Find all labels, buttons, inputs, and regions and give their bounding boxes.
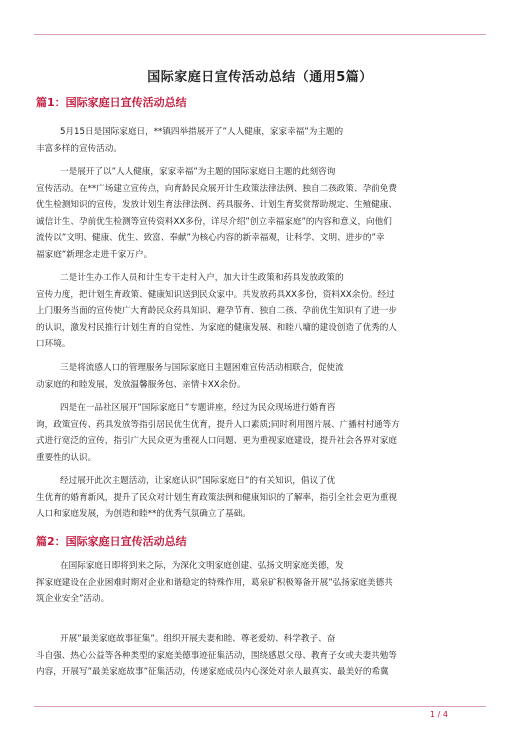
paragraph [36, 473, 486, 523]
text-line: 开展”最美家庭故事征集”。组织开展夫妻和睦、尊老爱幼、科学教子、奋 [60, 634, 336, 644]
text-line: 优生检测知识的宣传，发放计划生育法律法例、药具服务、计划生育奖赏帮助规定、生殖健康、 [36, 200, 397, 211]
text-line: 宣传力度，把计划生育政策、健康知识送到民众家中。共发放药具XX多份，资料XX余份。经过 [36, 289, 395, 300]
text-line: 二是计生办工作人员和计生专干走村入户，加大计生政策和药具发放政策的 [60, 273, 344, 283]
text-line: 流传以”文明、健康、优生、致富、奉献”为核心内容的新幸福观，让科学、文明、进步的”幸 [36, 233, 385, 244]
section-heading-1: 篇1：国际家庭日宣传活动总结 [36, 96, 187, 109]
text-line: 内容，开展写”最美家庭故事”征集活动，传递家庭成员内心深处对亲人最真实、最美好的希冀 [36, 667, 389, 678]
text-line: 人口和家庭发展，为创造和睦**的优秀气氛确立了基础。 [36, 509, 251, 520]
text-line: 斗自强、热心公益等各种类型的家庭美德事迹征集活动，围绕感恩父母、教育子女或夫妻共勉等 [36, 650, 397, 661]
section-heading-2: 篇2：国际家庭日宣传活动总结 [36, 535, 187, 548]
paragraph [36, 124, 486, 157]
text-line: 在国际家庭日即将到来之际，为深化文明家庭创建、弘扬文明家庭美德，发 [60, 561, 344, 571]
footer-rule [34, 706, 486, 707]
text-line: 询，政策宣传、药具发放等指引居民优生优育，提升人口素质;同时利用图片展、广播村村通等方 [36, 419, 400, 430]
text-line: 的认识，激发村民推行计划生育的自觉性、为家庭的健康发展、和睦八墉的建设创造了优秀的人 [36, 322, 397, 333]
page-indicator: 1 / 4 [430, 710, 448, 719]
paragraph [36, 400, 486, 466]
paragraph [36, 270, 486, 353]
document-title: 国际家庭日宣传活动总结（通用5篇） [147, 70, 373, 85]
text-line: 动家庭的和睦发展，发放温馨服务包、亲情卡XX余份。 [36, 379, 246, 390]
text-line: 重要性的认识。 [36, 452, 97, 463]
paragraph [36, 631, 486, 681]
header-rule [34, 34, 486, 35]
paragraph [36, 360, 486, 393]
text-line: 口环境。 [36, 339, 71, 350]
text-line: 丰富多样的宣传活动。 [36, 143, 122, 154]
text-line: 诚信计生、孕前优生检测等宣传资料XX多份，详尽介绍”创立幸福家庭”的内容和意义，向他们 [36, 216, 392, 227]
paragraph [36, 558, 486, 608]
text-line: 生优育的婚育新风，提升了民众对计划生育政策法例和健康知识的了解率，指引全社会更为重视 [36, 492, 397, 503]
text-line: 式进行宽泛的宣传，指引广大民众更为重视人口问题、更为重视家庭建设，提升社会各界对家庭 [36, 436, 397, 447]
text-line: 上门服务当面的宣传使广大育龄民众药具知识、避孕节育、独自二孩、孕前优生知识有了进一步 [36, 306, 397, 317]
paragraph [36, 164, 486, 264]
text-line: 筑企业安全”活动。 [36, 594, 110, 605]
text-line: 福家庭”新理念走进千家万户。 [36, 249, 153, 260]
text-line: 挥家庭建设在企业困难时期对企业和谐稳定的特殊作用，葛泉矿积极筹备开展”弘扬家庭美德共 [36, 577, 393, 588]
text-line: 宣传活动。在**广场建立宣传点，向育龄民众展开计生政策法律法例、独自二孩政策、孕前免费 [36, 183, 397, 194]
text-line: 四是在一品社区展开”国际家庭日”专题讲座，经过为民众现场进行婚育咨 [60, 403, 336, 413]
text-line: 一是展开了以”人人健康，家家幸福”为主题的国际家庭日主题的此刻咨询 [60, 167, 336, 177]
text-line: 5月15日是国际家庭日，**镇四举措展开了”人人健康，家家幸福”为主题的 [60, 127, 344, 137]
text-line: 经过展开此次主题活动，让家庭认识”国际家庭日”的有关知识，倡议了优 [60, 476, 336, 486]
text-line: 三是将流感人口的管理服务与国际家庭日主题困难宣传活动相联合，促使流 [60, 363, 344, 373]
